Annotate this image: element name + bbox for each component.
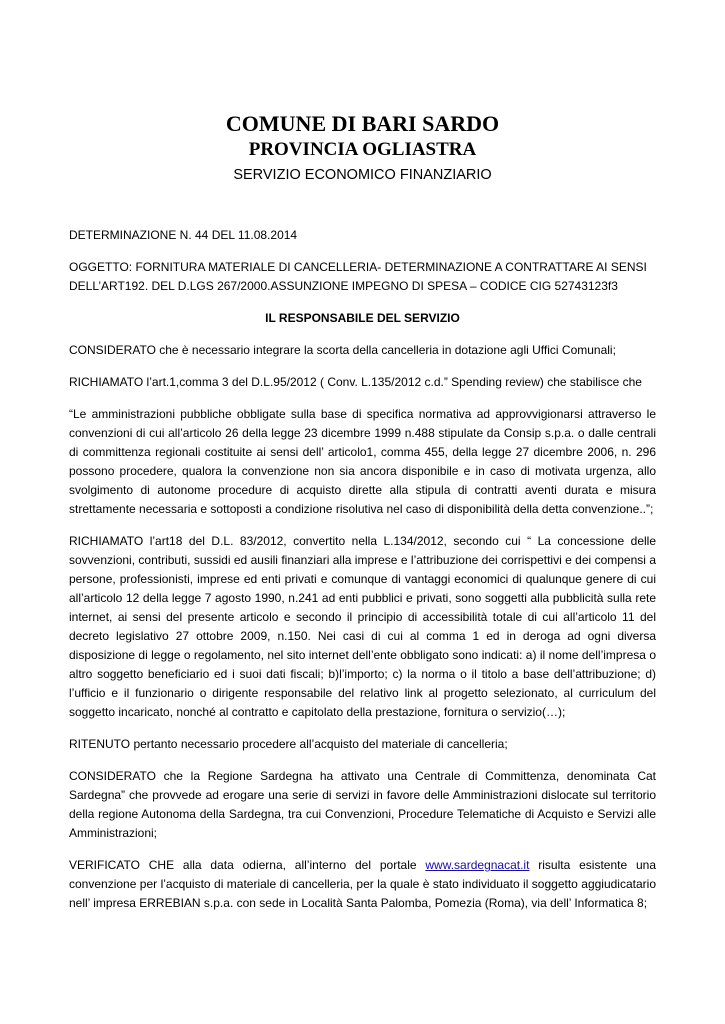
paragraph-quote: “Le amministrazioni pubbliche obbligate sulla base di specifica normativa ad approvvigionarsi attraverso le convenzioni di cui all’articolo 26 della legge 23 dicembre 1999 n.488 stipulate da Consip s.p.a. o dalle centrali di committenza regionali costituite ai sensi dell’ articolo1, comma 455, della legge 27 dicembre 2006, n. 296 possono procedere, qualora la convenzione non sia ancora disponibile e in caso di motivata urgenza, allo svolgimento di autonome procedure di acquisto dirette alla stipula di contratti aventi durata e misura strettamente necessaria e sottoposti a condizione risolutiva nel caso di disponibilità della detta convenzione..”; [69, 407, 656, 516]
verificato-text-end: risulta esistente una convenzione per l’acquisto di materiale di cancelleria, per la quale è stato individuato il soggetto aggiudicatario nell’ impresa ERREBIAN s.p.a. con sede in Località Santa Palomba, Pomezia (Roma), via dell’ Informatica 8; [69, 858, 656, 910]
responsabile-heading: IL RESPONSABILE DEL SERVIZIO [265, 311, 460, 325]
determinazione-line: DETERMINAZIONE N. 44 DEL 11.08.2014 [69, 228, 298, 242]
paragraph-considerato-2: CONSIDERATO che la Regione Sardegna ha attivato una Centrale di Committenza, denominata Cat Sardegna” che provvede ad erogare una serie di servizi in favore delle Amministrazioni dislocate sul territorio della regione Autonoma della Sardegna, tra cui Convenzioni, Procedure Telematiche di Acquisto e Servizi alle Amministrazioni; [69, 769, 656, 840]
document-header [0, 110, 725, 186]
verificato-text-start: VERIFICATO CHE alla data odierna, all’interno del portale [69, 858, 426, 872]
document-body [69, 226, 656, 926]
sardegnacat-link[interactable]: www.sardegnacat.it [425, 858, 530, 872]
paragraph-verificato [69, 856, 656, 913]
provincia-title: PROVINCIA OGLIASTRA [248, 139, 477, 160]
paragraph-ritenuto: RITENUTO pertanto necessario procedere all’acquisto del materiale di cancelleria; [69, 737, 508, 751]
servizio-title: SERVIZIO ECONOMICO FINANZIARIO [233, 167, 492, 183]
paragraph-richiamato-1: RICHIAMATO l’art.1,comma 3 del D.L.95/2012 ( Conv. L.135/2012 c.d.” Spending review) che stabilisce che [69, 375, 642, 389]
oggetto-paragraph: OGGETTO: FORNITURA MATERIALE DI CANCELLERIA- DETERMINAZIONE A CONTRATTARE AI SENSI DELL’ART192. DEL D.LGS 267/2000.ASSUNZIONE IMPEGNO DI SPESA – CODICE CIG 52743123f3 [69, 260, 647, 293]
comune-title: COMUNE DI BARI SARDO [225, 111, 500, 136]
paragraph-considerato-1: CONSIDERATO che è necessario integrare la scorta della cancelleria in dotazione agli Uffici Comunali; [69, 343, 616, 357]
paragraph-richiamato-2: RICHIAMATO l’art18 del D.L. 83/2012, convertito nella L.134/2012, secondo cui “ La concessione delle sovvenzioni, contributi, sussidi ed ausili finanziari alla imprese e l’attribuzione dei corrispettivi e dei compensi a persone, professionisti, imprese ed enti privati e comunque di vantaggi economici di qualunque genere di cui all’articolo 12 della legge 7 agosto 1990, n.241 ad enti pubblici e privati, sono soggetti alla pubblicità sulla rete internet, ai sensi del presente articolo e secondo il principio di accessibilità totale di cui all’articolo 11 del decreto legislativo 27 ottobre 2009, n.150. Nei casi di cui al comma 1 ed in deroga ad ogni diversa disposizione di legge o regolamento, nel sito internet dell’ente obbligato sono indicati: a) il nome dell’impresa o altro soggetto beneficiario ed i suoi dati fiscali; b)l’importo; c) la norma o il titolo a base dell’attribuzione; d) l’ufficio e il funzionario o dirigente responsabile del relativo link al progetto selezionato, al curriculum del soggetto incaricato, nonché al contratto e capitolato della prestazione, fornitura o servizio(…); [69, 534, 656, 719]
